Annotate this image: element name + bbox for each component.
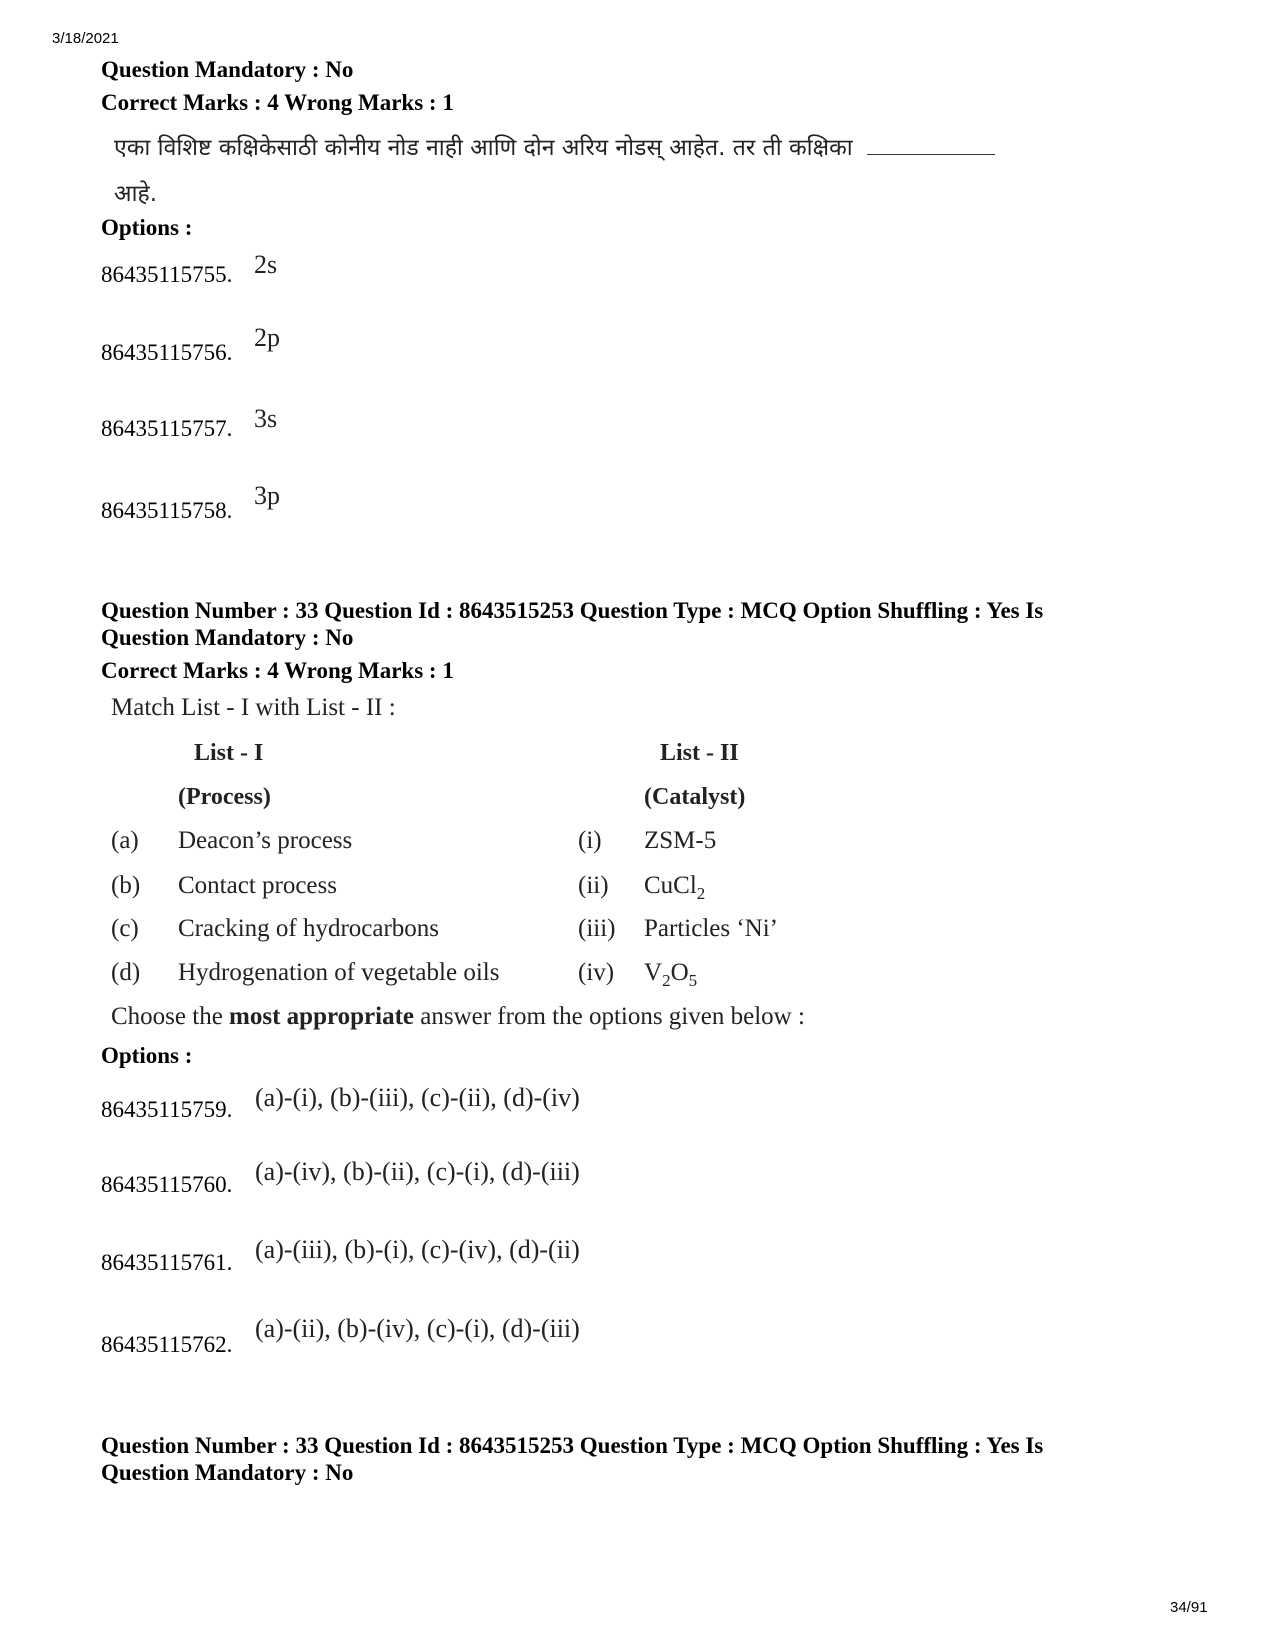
list2-label: (iv) — [578, 959, 615, 986]
q32-mandatory: Question Mandatory : No — [101, 57, 354, 82]
q33-option-value: (a)-(i), (b)-(iii), (c)-(ii), (d)-(iv) — [255, 1083, 580, 1112]
list2-label: (ii) — [578, 872, 609, 899]
q32-option-value: 2s — [254, 250, 278, 279]
list2-title: List - II — [660, 740, 739, 766]
page-number: 34/91 — [1170, 1599, 1208, 1616]
list1-label: (b) — [111, 872, 141, 899]
q33-header-line1: Question Number : 33 Question Id : 8643515253 Question Type : MCQ Option Shuffling : Yes Is — [101, 598, 1044, 623]
q33-option-id: 86435115762. — [101, 1332, 233, 1357]
list2-item: CuCl$_2$ — [644, 872, 706, 903]
list1-label: (c) — [111, 915, 139, 942]
list1-label: (d) — [111, 959, 141, 986]
q32-question-line1 — [114, 130, 995, 162]
q32-option-id: 86435115757. — [101, 416, 233, 441]
list2-label: (iii) — [578, 915, 616, 942]
list2-item: ZSM-5 — [644, 827, 717, 854]
list1-item: Hydrogenation of vegetable oils — [178, 959, 500, 986]
q32-option-value: 3p — [254, 481, 280, 510]
q32-options-label: Options : — [101, 215, 193, 240]
list2-item: Particles ‘Ni’ — [644, 915, 778, 942]
q33-option-id: 86435115759. — [101, 1097, 233, 1122]
q33-header-line2: Question Mandatory : No — [101, 625, 354, 650]
q33-option-value: (a)-(iii), (b)-(i), (c)-(iv), (d)-(ii) — [255, 1235, 580, 1264]
list1-label: (a) — [111, 827, 139, 854]
list2-subtitle: (Catalyst) — [644, 784, 746, 810]
list2-label: (i) — [578, 827, 602, 854]
list1-item: Cracking of hydrocarbons — [178, 915, 440, 942]
q33-options-label: Options : — [101, 1043, 193, 1068]
q32-option-id: 86435115756. — [101, 340, 233, 365]
q33-option-value: (a)-(iv), (b)-(ii), (c)-(i), (d)-(iii) — [255, 1157, 580, 1186]
q32-option-id: 86435115758. — [101, 498, 233, 523]
print-date: 3/18/2021 — [52, 30, 119, 47]
q32-option-value: 3s — [254, 404, 278, 433]
list2-item: $V_2O_5$ — [644, 959, 698, 990]
list1-item: Deacon’s process — [178, 827, 353, 854]
q33-instruction: Choose the most appropriate answer from the options given below : — [111, 1003, 805, 1030]
q33-option-value: (a)-(ii), (b)-(iv), (c)-(i), (d)-(iii) — [255, 1314, 580, 1343]
next-question-header-line1: Question Number : 33 Question Id : 8643515253 Question Type : MCQ Option Shuffling : Yes Is — [101, 1433, 1044, 1458]
q32-marks: Correct Marks : 4 Wrong Marks : 1 — [101, 90, 454, 115]
q33-option-id: 86435115760. — [101, 1172, 233, 1197]
q33-marks: Correct Marks : 4 Wrong Marks : 1 — [101, 658, 454, 683]
answer-blank — [867, 134, 995, 155]
list1-subtitle: (Process) — [178, 784, 271, 810]
list1-item: Contact process — [178, 872, 337, 899]
q33-option-id: 86435115761. — [101, 1250, 233, 1275]
q32-question-text: एका विशिष्ट कक्षिकेसाठी कोनीय नोड नाही आणि दोन अरिय नोडस् आहेत. तर ती कक्षिका — [114, 135, 853, 161]
list1-title: List - I — [194, 740, 264, 766]
q33-intro: Match List - I with List - II : — [111, 694, 396, 721]
q32-option-value: 2p — [254, 323, 280, 352]
next-question-header-line2: Question Mandatory : No — [101, 1460, 354, 1485]
q32-option-id: 86435115755. — [101, 262, 233, 287]
q32-question-line2: आहे. — [114, 181, 158, 207]
